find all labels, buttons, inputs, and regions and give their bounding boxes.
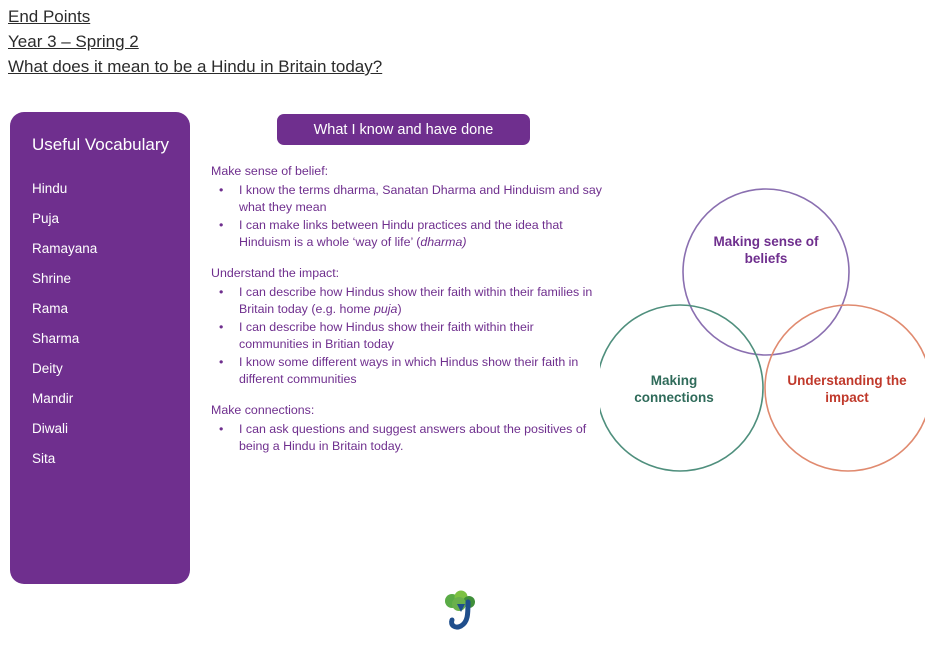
vocabulary-word: Ramayana — [32, 241, 98, 256]
vocabulary-word: Sita — [32, 451, 56, 466]
useful-vocabulary-panel — [10, 112, 190, 584]
list-item: • I can ask questions and suggest answers about the positives of being a Hindu in Britain today. — [211, 421, 603, 455]
vocabulary-word: Diwali — [32, 421, 69, 436]
list-item: • I can describe how Hindus show their faith within their communities in Britian today — [211, 319, 603, 353]
venn-label-impact: Understanding the impact — [787, 373, 907, 405]
section-heading: Make sense of belief: — [211, 164, 329, 178]
section-heading: Understand the impact: — [211, 266, 340, 280]
objective-list — [211, 421, 603, 455]
list-item: • I can describe how Hindus show their faith within their families in Britain today (e.g. home puja) — [211, 284, 603, 318]
venn-circle-beliefs — [683, 189, 849, 355]
vocabulary-word: Rama — [32, 301, 69, 316]
vocabulary-word: Sharma — [32, 331, 80, 346]
list-item: • I know some different ways in which Hindus show their faith in different communities — [211, 354, 603, 388]
objectives-content — [211, 163, 603, 456]
page-header — [8, 4, 608, 79]
vocabulary-word: Hindu — [32, 181, 68, 196]
tree-logo-icon — [428, 588, 498, 638]
emphasis-puja: puja — [374, 302, 398, 316]
objective-section — [211, 402, 603, 455]
venn-label-beliefs: Making sense of beliefs — [713, 234, 819, 266]
page-title-line-2: Year 3 – Spring 2 — [8, 32, 139, 51]
vocabulary-title: Useful Vocabulary — [32, 135, 170, 154]
emphasis-dharma: dharma) — [420, 235, 467, 249]
list-item: • I know the terms dharma, Sanatan Dharma and Hinduism and say what they mean — [211, 182, 603, 216]
page-title-line-3: What does it mean to be a Hindu in Britain today? — [8, 57, 383, 76]
vocabulary-word: Shrine — [32, 271, 72, 286]
venn-circles — [600, 160, 925, 500]
vocabulary-word: Mandir — [32, 391, 74, 406]
what-i-know-badge: What I know and have done — [277, 114, 530, 145]
objective-list — [211, 284, 603, 388]
vocabulary-word: Puja — [32, 211, 60, 226]
objective-section — [211, 265, 603, 388]
page-title-line-1: End Points — [8, 7, 91, 26]
objective-list — [211, 182, 603, 251]
objective-section — [211, 163, 603, 251]
venn-label-connections: Making connections — [634, 373, 714, 405]
list-item: • I can make links between Hindu practices and the idea that Hinduism is a whole ‘way of life’ (dharma) — [211, 217, 603, 251]
vocabulary-word: Deity — [32, 361, 63, 376]
venn-diagram — [600, 160, 925, 500]
school-logo — [428, 588, 498, 638]
section-heading: Make connections: — [211, 403, 315, 417]
